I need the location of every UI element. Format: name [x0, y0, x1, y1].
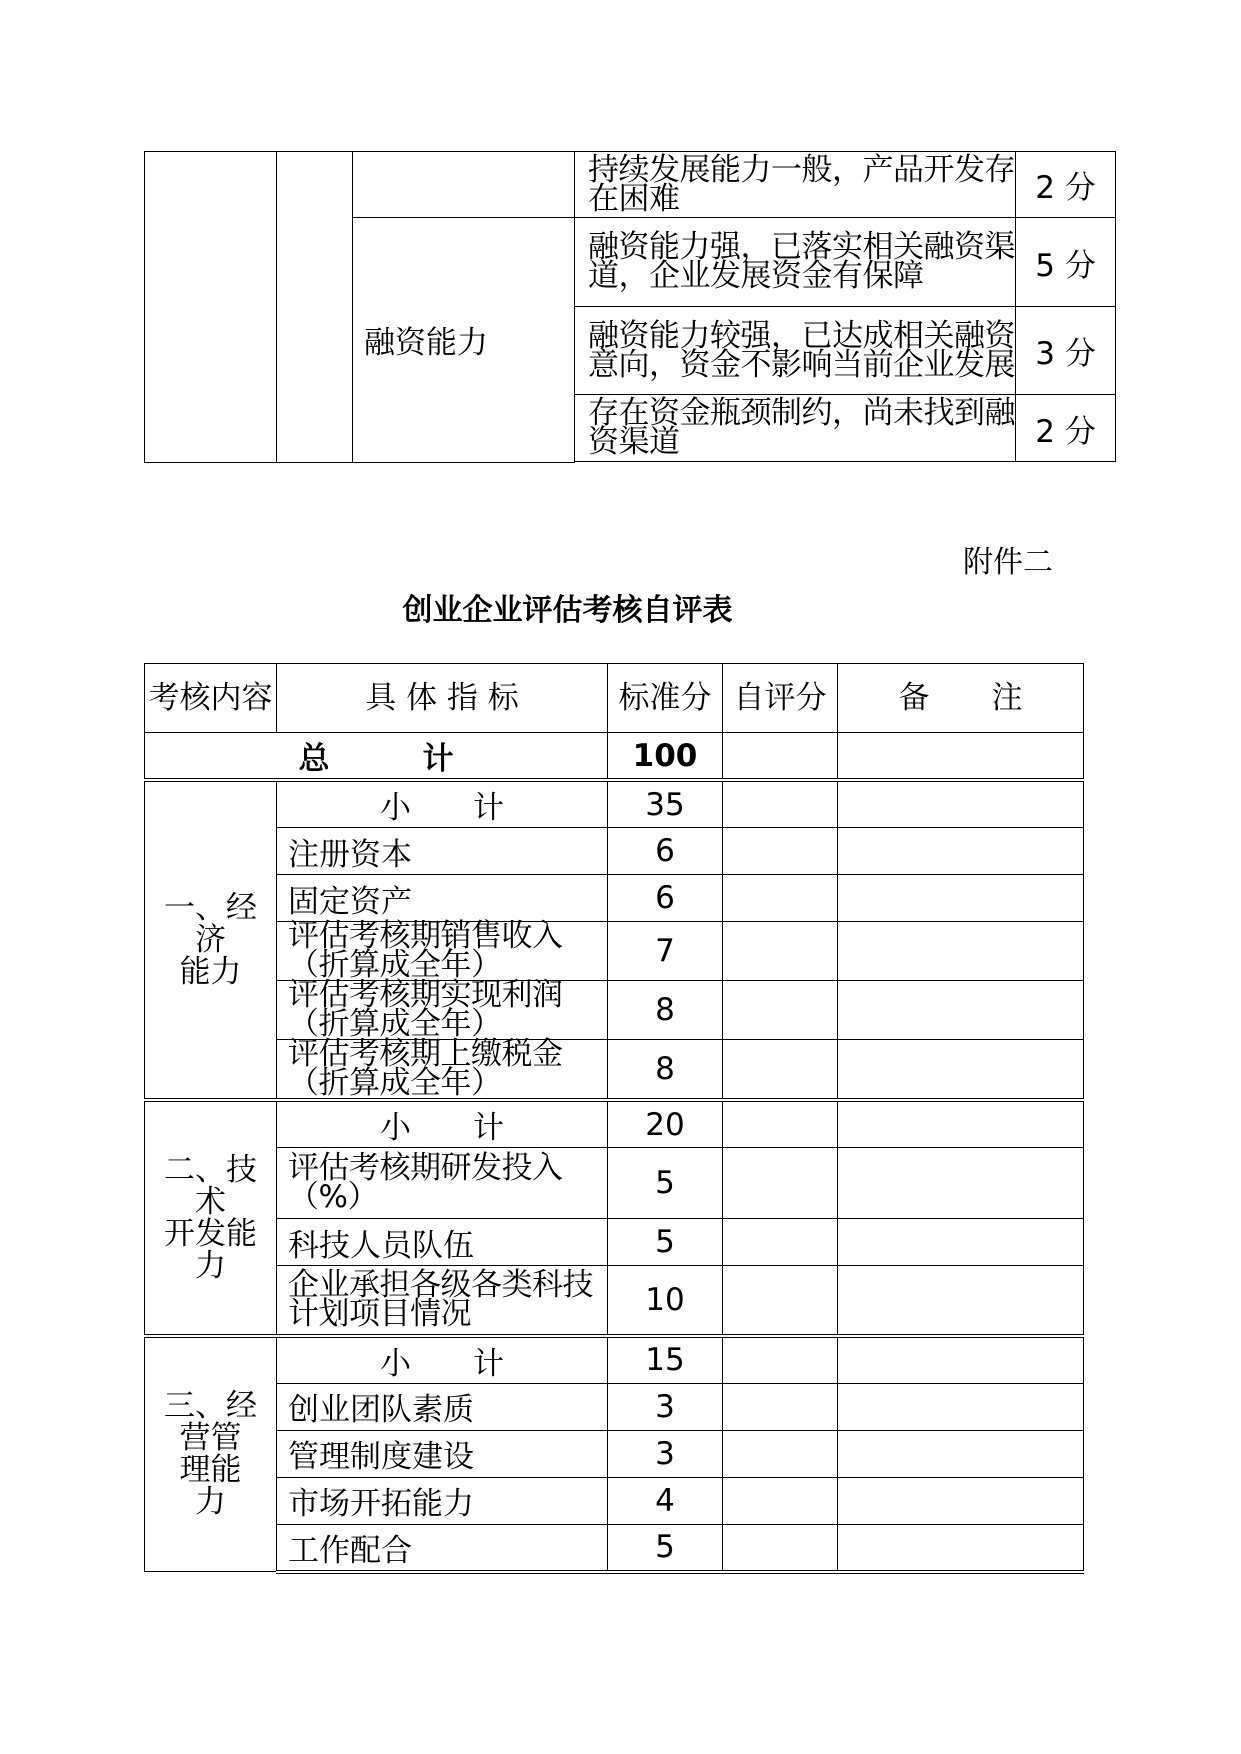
subtotal-value: 20 — [608, 1100, 723, 1148]
remark-cell — [838, 981, 1084, 1040]
remark-cell — [838, 780, 1084, 828]
criterion-score: 5 分 — [1016, 218, 1116, 307]
table-row — [145, 1383, 1084, 1430]
self-score-cell — [723, 1100, 838, 1148]
table-row — [145, 1148, 1084, 1219]
total-row — [145, 733, 1084, 781]
criterion-desc: 持续发展能力一般，产品开发存在困难 — [575, 152, 1016, 218]
remark-cell — [838, 1100, 1084, 1148]
indicator-score: 4 — [608, 1477, 723, 1524]
subtotal-row — [145, 780, 1084, 828]
indicator-score: 6 — [608, 828, 723, 875]
subtotal-row — [145, 1336, 1084, 1384]
annex-label: 附件二 — [963, 545, 1053, 580]
criterion-desc: 存在资金瓶颈制约，尚未找到融资渠道 — [575, 395, 1016, 462]
indicator-name: 工作配合 — [277, 1524, 608, 1572]
table-row — [145, 828, 1084, 875]
self-score-cell — [723, 1336, 838, 1384]
indicator-score: 6 — [608, 875, 723, 922]
header-self-score: 自评分 — [723, 664, 838, 733]
self-score-cell — [723, 1266, 838, 1336]
remark-cell — [838, 1430, 1084, 1477]
subtotal-row — [145, 1100, 1084, 1148]
criterion-score: 2 分 — [1016, 152, 1116, 218]
self-score-cell — [723, 1524, 838, 1572]
remark-cell — [838, 828, 1084, 875]
continuation-empty-col-2 — [277, 152, 353, 463]
remark-cell — [838, 1383, 1084, 1430]
indicator-name: 评估考核期研发投入（%） — [277, 1148, 608, 1219]
table-row — [145, 1266, 1084, 1336]
indicator-score: 8 — [608, 981, 723, 1040]
self-score-cell — [723, 922, 838, 981]
indicator-name: 管理制度建设 — [277, 1430, 608, 1477]
subtotal-label: 小 计 — [277, 1100, 608, 1148]
evaluation-table — [144, 663, 1084, 1574]
self-score-cell — [723, 828, 838, 875]
indicator-name: 企业承担各级各类科技计划项目情况 — [277, 1266, 608, 1336]
remark-cell — [838, 1219, 1084, 1266]
page-title — [0, 585, 1241, 629]
self-score-cell — [723, 981, 838, 1040]
indicator-score: 10 — [608, 1266, 723, 1336]
header-content: 考核内容 — [145, 664, 277, 733]
table-row — [145, 981, 1084, 1040]
indicator-name: 注册资本 — [277, 828, 608, 875]
indicator-score: 3 — [608, 1430, 723, 1477]
self-score-cell — [723, 1040, 838, 1101]
self-score-cell — [723, 875, 838, 922]
remark-cell — [838, 922, 1084, 981]
table-row — [145, 1477, 1084, 1524]
criterion-desc: 融资能力较强，已达成相关融资意向，资金不影响当前企业发展 — [575, 307, 1016, 395]
indicator-name: 评估考核期销售收入（折算成全年） — [277, 922, 608, 981]
self-score-cell — [723, 780, 838, 828]
indicator-name: 评估考核期上缴税金（折算成全年） — [277, 1040, 608, 1101]
total-value: 100 — [608, 733, 723, 781]
indicator-score: 5 — [608, 1524, 723, 1572]
indicator-name: 市场开拓能力 — [277, 1477, 608, 1524]
header-indicator: 具 体 指 标 — [277, 664, 608, 733]
indicator-name: 固定资产 — [277, 875, 608, 922]
subtotal-label: 小 计 — [277, 780, 608, 828]
criterion-score: 2 分 — [1016, 395, 1116, 462]
continuation-empty-subcategory — [353, 152, 575, 218]
indicator-score: 3 — [608, 1383, 723, 1430]
category-economic: 一、经 济 能力 — [145, 780, 277, 1100]
header-standard-score: 标准分 — [608, 664, 723, 733]
self-score-cell — [723, 1477, 838, 1524]
self-score-cell — [723, 1219, 838, 1266]
self-score-cell — [723, 1148, 838, 1219]
indicator-score: 5 — [608, 1148, 723, 1219]
indicator-name: 评估考核期实现利润（折算成全年） — [277, 981, 608, 1040]
remark-cell — [838, 1336, 1084, 1384]
indicator-name: 科技人员队伍 — [277, 1219, 608, 1266]
total-self-score — [723, 733, 838, 781]
table-row — [145, 875, 1084, 922]
table-row — [145, 1219, 1084, 1266]
subtotal-value: 15 — [608, 1336, 723, 1384]
criterion-score: 3 分 — [1016, 307, 1116, 395]
indicator-name: 创业团队素质 — [277, 1383, 608, 1430]
self-score-cell — [723, 1430, 838, 1477]
indicator-score: 8 — [608, 1040, 723, 1101]
category-technology: 二、技 术 开发能 力 — [145, 1100, 277, 1336]
remark-cell — [838, 1524, 1084, 1572]
remark-cell — [838, 1266, 1084, 1336]
remark-cell — [838, 1040, 1084, 1101]
category-management: 三、经 营管 理能 力 — [145, 1336, 277, 1572]
subtotal-label: 小 计 — [277, 1336, 608, 1384]
self-score-cell — [723, 1383, 838, 1430]
table-row — [145, 1524, 1084, 1572]
criterion-desc: 融资能力强，已落实相关融资渠道，企业发展资金有保障 — [575, 218, 1016, 307]
remark-cell — [838, 1477, 1084, 1524]
page-title-text: 创业企业评估考核自评表 — [402, 593, 733, 628]
financing-ability-label: 融资能力 — [353, 218, 575, 463]
continuation-empty-col-1 — [145, 152, 277, 463]
subtotal-value: 35 — [608, 780, 723, 828]
indicator-score: 7 — [608, 922, 723, 981]
indicator-score: 5 — [608, 1219, 723, 1266]
remark-cell — [838, 875, 1084, 922]
total-label: 总 计 — [145, 733, 608, 781]
header-remark: 备 注 — [838, 664, 1084, 733]
table-row — [145, 922, 1084, 981]
continuation-table — [144, 151, 1116, 463]
total-remark — [838, 733, 1084, 781]
table-row — [145, 1430, 1084, 1477]
remark-cell — [838, 1148, 1084, 1219]
header-row — [145, 664, 1084, 733]
table-row — [145, 1040, 1084, 1101]
